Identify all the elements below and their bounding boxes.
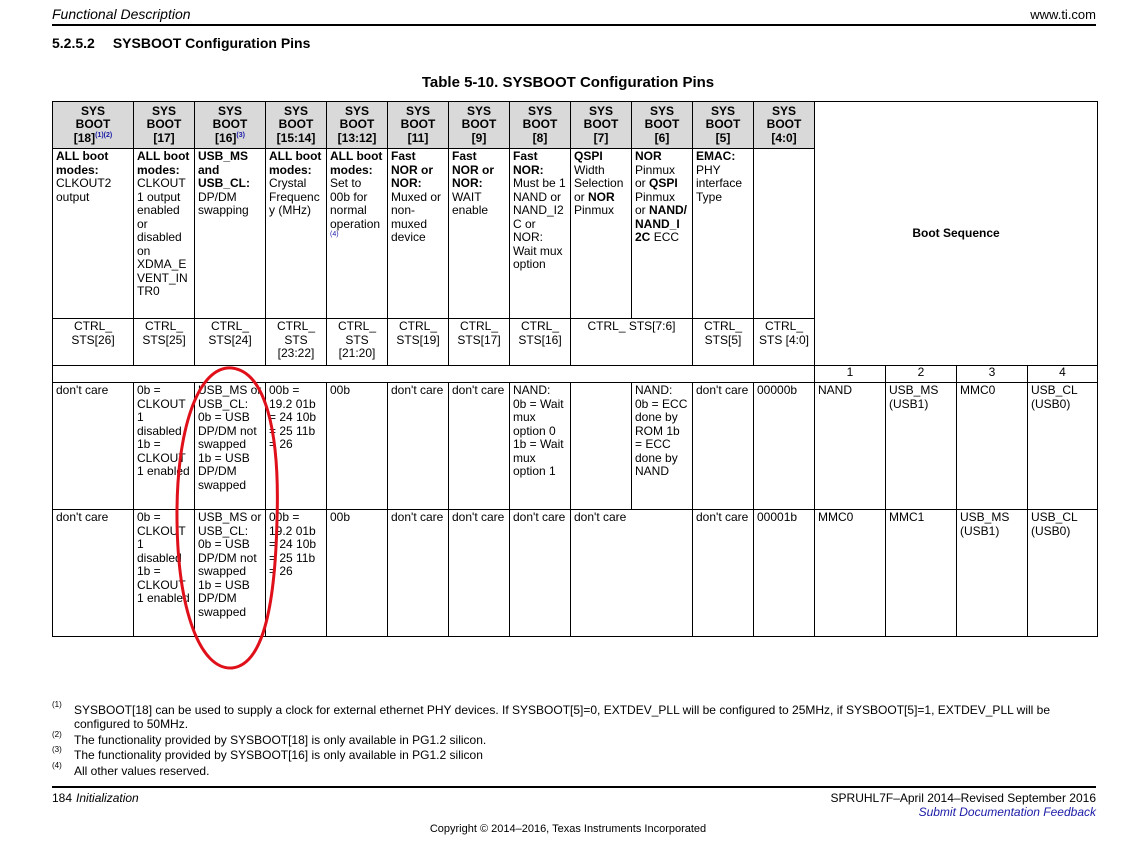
config-cell: 0b = CLKOUT 1 disabled 1b = CLKOUT 1 enabled [134,510,195,637]
header-cell: SYS BOOT [17] [134,102,195,149]
header-row [53,102,1098,149]
description-bold: EMAC: [696,149,736,163]
description-text: Pinmux or [635,189,676,217]
config-cell: NAND: 0b = ECC done by ROM 1b = ECC done by NAND [632,383,693,510]
page-number: 184 [52,791,73,805]
header-cell: SYS BOOT [13:12] [327,102,388,149]
config-cell: don't care [693,510,754,637]
description-cell [134,149,195,319]
description-bold: USB_MS and USB_CL: [198,149,251,190]
footer-right [831,791,1096,819]
config-cell: NAND: 0b = Wait mux option 0 1b = Wait mux option 1 [510,383,571,510]
description-bold: NAND/ NAND_I 2C [635,203,688,244]
boot-device-cell: USB_MS (USB1) [957,510,1028,637]
ctrl-sts-cell: CTRL_ STS [23:22] [266,319,327,366]
boot-order-number: 4 [1028,366,1098,383]
description-text: Pinmux or [635,162,676,190]
config-cell: USB_MS or USB_CL: 0b = USB DP/DM not swapped 1b = USB DP/DM swapped [195,383,266,510]
header-cell: SYS BOOT [4:0] [754,102,815,149]
config-cell: don't care [571,510,693,637]
boot-device-cell: MMC0 [815,510,886,637]
config-cell: don't care [53,510,134,637]
table-caption: Table 5-10. SYSBOOT Configuration Pins [421,74,715,91]
footer-left [52,791,139,805]
ctrl-sts-cell: CTRL_ STS[5] [693,319,754,366]
header-cell: SYS BOOT [9] [449,102,510,149]
config-cell: 00000b [754,383,815,510]
footnote-mark: (2) [52,730,62,739]
description-text: DP/DM swapping [198,189,249,217]
boot-sequence-header: Boot Sequence [815,102,1098,366]
header-cell: SYS BOOT [15:14] [266,102,327,149]
config-cell: don't care [449,510,510,637]
ctrl-sts-cell: CTRL_ STS [4:0] [754,319,815,366]
boot-order-row [53,366,1098,383]
footnote-mark: (3) [52,745,62,754]
config-row [53,510,1098,637]
header-section-label: Functional Description [52,6,191,22]
description-cell [754,149,815,319]
description-cell [53,149,134,319]
description-cell [571,149,632,319]
footnote-ref: (1)(2) [95,131,113,139]
footnote-ref: (4) [330,231,339,238]
description-bold: QSPI [574,149,603,163]
boot-device-cell: USB_CL (USB0) [1028,383,1098,510]
boot-device-cell: NAND [815,383,886,510]
header-cell: SYS BOOT [6] [632,102,693,149]
ctrl-sts-cell: CTRL_ STS[26] [53,319,134,366]
config-cell: don't care [388,383,449,510]
section-number: 5.2.5.2 [52,35,95,51]
config-cell: don't care [449,383,510,510]
doc-id: SPRUHL7F–April 2014–Revised September 2016 [830,791,1096,805]
description-bold: Fast NOR or NOR: [391,149,433,190]
boot-device-cell: USB_MS (USB1) [886,383,957,510]
footnote-text: All other values reserved. [74,764,210,778]
ctrl-sts-cell: CTRL_ STS[25] [134,319,195,366]
boot-device-cell: MMC1 [886,510,957,637]
description-cell [195,149,266,319]
sysboot-table [52,101,1098,637]
description-cell [510,149,571,319]
description-text: Set to 00b for normal operation [330,176,381,231]
ctrl-sts-cell: CTRL_ STS [21:20] [327,319,388,366]
config-cell: 00b [327,510,388,637]
footnote-text: SYSBOOT[18] can be used to supply a clock for external ethernet PHY devices. If SYSBOOT[5]=0, EXTDEV_PLL will be configured to 25MHz, if SYSBOOT[5]=1, EXTDEV_PLL will be configured to 50MHz. [74,703,1051,731]
header-rule [52,24,1096,26]
ctrl-sts-cell: CTRL_ STS[16] [510,319,571,366]
chapter-name: Initialization [76,791,139,805]
description-cell [388,149,449,319]
header-cell: SYS BOOT [8] [510,102,571,149]
description-cell [693,149,754,319]
description-cell [632,149,693,319]
footnote-ref: (3) [236,131,245,139]
description-text: ECC [653,230,680,244]
config-row [53,383,1098,510]
feedback-link[interactable]: Submit Documentation Feedback [918,805,1096,819]
boot-order-number: 2 [886,366,957,383]
description-bold: ALL boot modes: [56,149,109,177]
footnote [52,700,1092,731]
header-cell: SYS BOOT $[18]^{(1)(2)}$ [53,102,134,149]
boot-order-number: 1 [815,366,886,383]
ctrl-sts-cell: CTRL_ STS[17] [449,319,510,366]
footnote [52,745,1092,762]
description-cell [266,149,327,319]
footnote [52,761,1092,778]
footnote-mark: (1) [52,700,62,709]
config-cell [571,383,632,510]
config-cell: don't care [693,383,754,510]
description-text: PHY interface Type [696,162,743,204]
config-cell: don't care [53,383,134,510]
description-text: Must be 1 NAND or NAND_I2 C or NOR: Wait mux option [513,176,566,271]
blank-cell [53,366,815,383]
description-bold: ALL boot modes: [137,149,190,177]
config-cell: 00b [327,383,388,510]
footnote-text: The functionality provided by SYSBOOT[16] is only available in PG1.2 silicon [74,748,483,762]
description-bold: Fast NOR: [513,149,544,177]
description-bold: Fast NOR or NOR: [452,149,494,190]
header-cell: SYS BOOT [7] [571,102,632,149]
description-bold: QSPI [649,176,678,190]
config-cell: 0b = CLKOUT 1 disabled 1b = CLKOUT 1 enabled [134,383,195,510]
config-cell: USB_MS or USB_CL: 0b = USB DP/DM not swapped 1b = USB DP/DM swapped [195,510,266,637]
header-cell: SYS BOOT $[16]^{(3)}$ [195,102,266,149]
description-cell [449,149,510,319]
copyright: Copyright © 2014–2016, Texas Instruments Incorporated [429,823,707,835]
config-cell: 00001b [754,510,815,637]
description-text: CLKOUT2 output [56,176,112,204]
boot-device-cell: USB_CL (USB0) [1028,510,1098,637]
footnote-mark: (4) [52,761,62,770]
description-bold: NOR [588,189,615,204]
ctrl-sts-cell: CTRL_ STS[24] [195,319,266,366]
header-site: www.ti.com [1030,7,1096,22]
config-cell: don't care [388,510,449,637]
footer-rule [52,786,1096,788]
description-text: Muxed or non-muxed device [391,189,442,244]
config-cell: don't care [510,510,571,637]
description-text: Pinmux [574,203,615,217]
ctrl-sts-cell: CTRL_ STS[19] [388,319,449,366]
boot-device-cell: MMC0 [957,383,1028,510]
ctrl-sts-cell: CTRL_ STS[7:6] [571,319,693,366]
header-cell: SYS BOOT [11] [388,102,449,149]
config-cell: 00b = 19.2 01b = 24 10b = 25 11b = 26 [266,383,327,510]
description-cell [327,149,388,319]
footnote-text: The functionality provided by SYSBOOT[18] is only available in PG1.2 silicon. [74,733,487,747]
config-cell: 00b = 19.2 01b = 24 10b = 25 11b = 26 [266,510,327,637]
section-title: SYSBOOT Configuration Pins [112,35,311,51]
description-bold: ALL boot modes: [269,149,322,177]
description-text: CLKOUT 1 output enabled or disabled on XDMA_E VENT_IN TR0 [137,176,188,298]
boot-order-number: 3 [957,366,1028,383]
description-bold: NOR [635,149,662,163]
description-text: Crystal Frequenc y (MHz) [269,176,320,217]
footnote [52,730,1092,747]
description-text: Width Selection or [574,162,624,204]
section-heading [52,35,310,51]
description-text: WAIT enable [452,189,489,217]
header-cell: SYS BOOT [5] [693,102,754,149]
description-bold: ALL boot modes: [330,149,383,177]
